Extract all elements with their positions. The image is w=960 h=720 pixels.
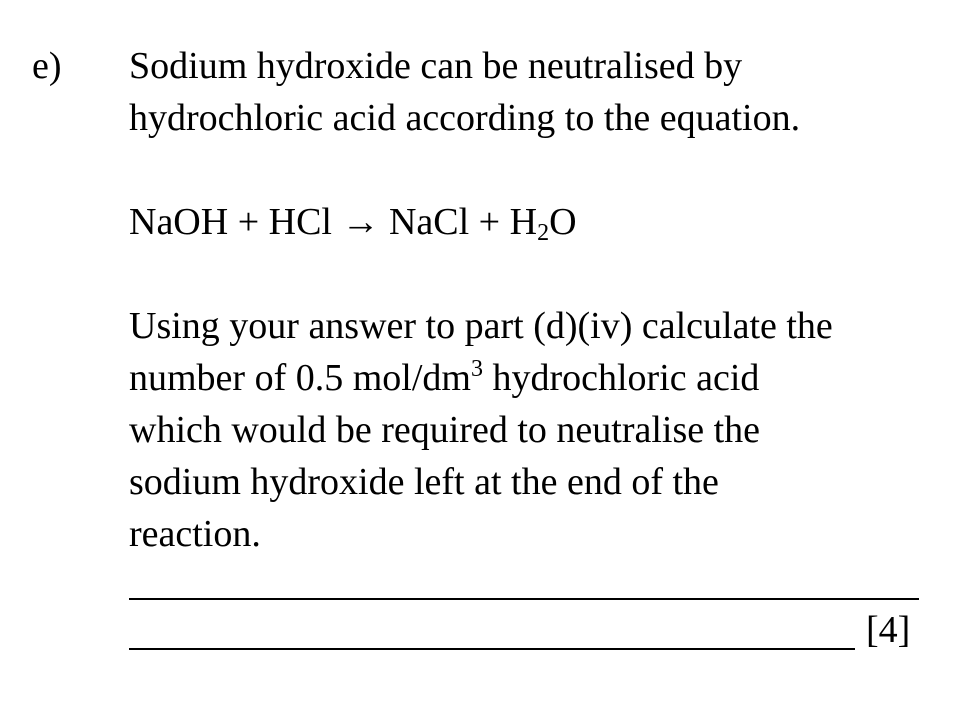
marks-label: [4] [866,609,911,651]
equation-left: NaOH + HCl → NaCl + H [129,201,538,243]
chemical-equation [129,196,949,248]
task-line-3: which would be required to neutralise the [129,409,761,451]
intro-line-2: hydrochloric acid according to the equation. [129,97,801,139]
task-line-1: Using your answer to part (d)(iv) calculate the [129,305,833,347]
task-line-4: sodium hydroxide left at the end of the [129,461,719,503]
equation-subscript: 2 [537,220,550,246]
question-body [129,40,949,560]
task-line-2-after: hydrochloric acid [482,357,760,399]
equation-right: O [549,201,577,243]
answer-line [129,598,919,600]
task-line-2-before: number of 0.5 mol/dm [129,357,471,399]
task-line-2 [129,352,949,404]
spacer [129,248,949,300]
unit-superscript: 3 [470,356,483,382]
task-line-5: reaction. [129,513,261,555]
question-label: e) [32,45,62,87]
spacer [129,144,949,196]
intro-line-1: Sodium hydroxide can be neutralised by [129,45,743,87]
answer-line [129,648,855,650]
